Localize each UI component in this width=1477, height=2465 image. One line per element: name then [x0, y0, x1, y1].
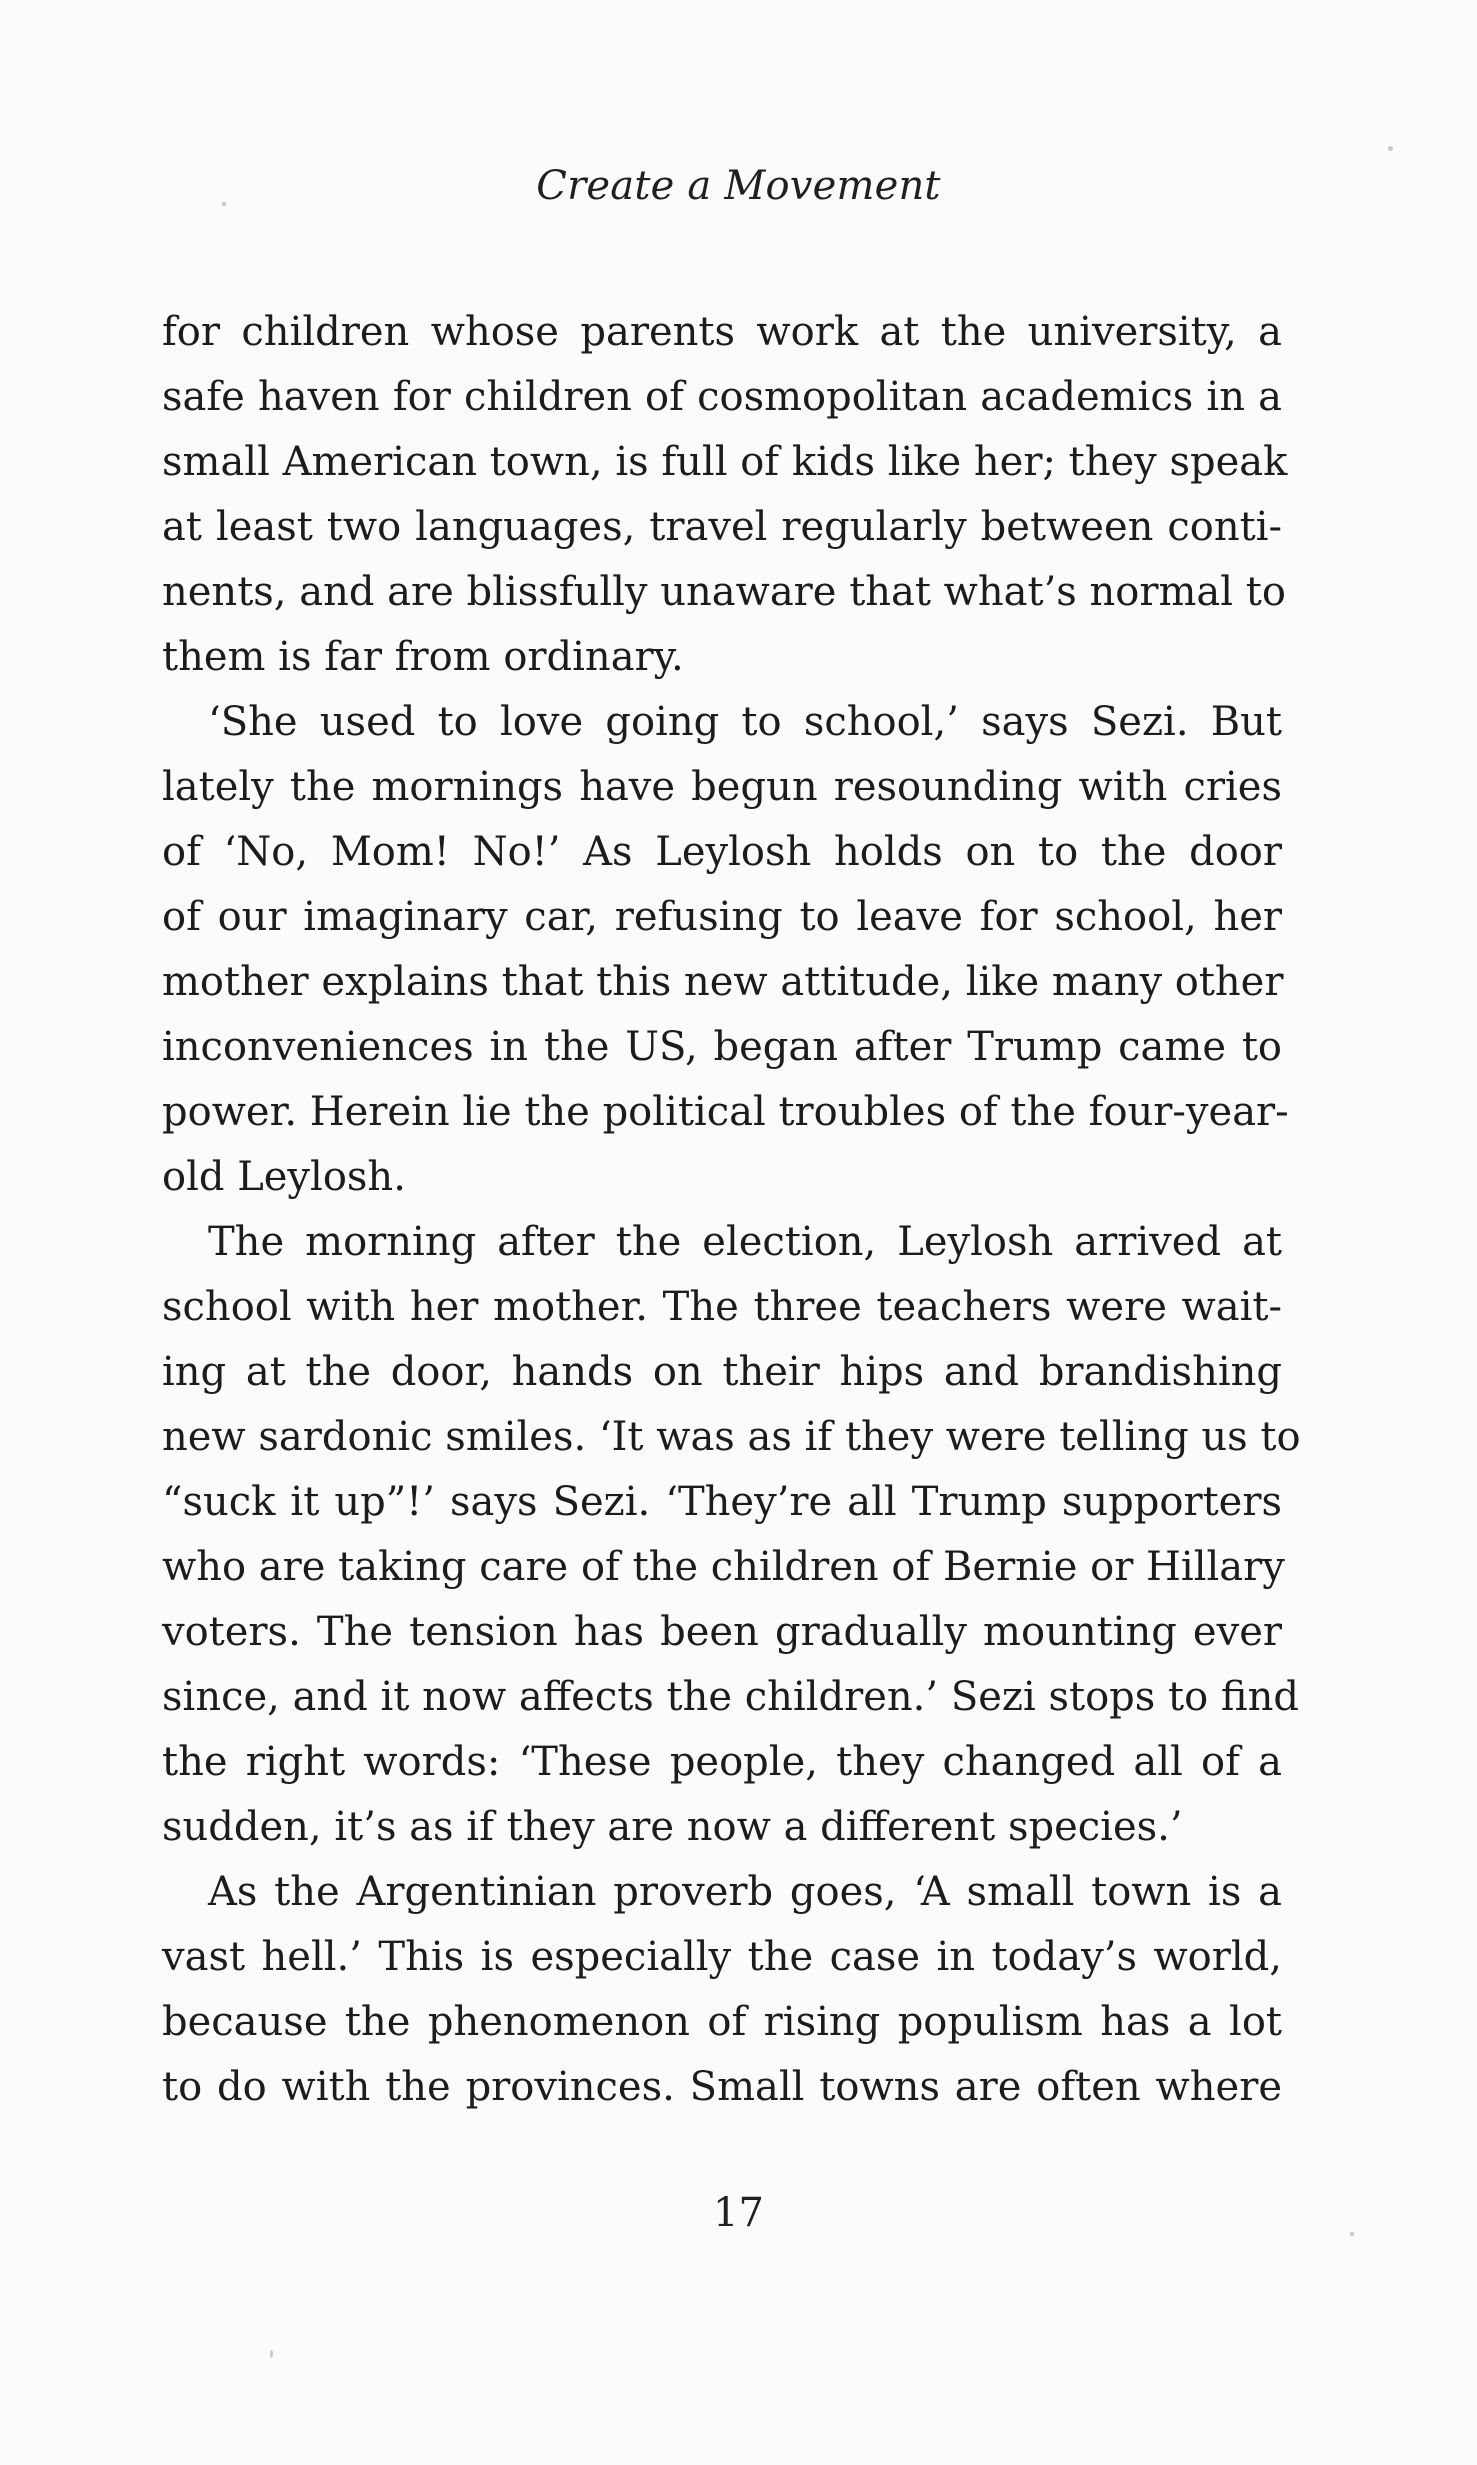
text-line: for children whose parents work at the university, a: [162, 309, 1282, 355]
text-line: “suck it up”!’ says Sezi. ‘They’re all Trump supporters: [162, 1479, 1282, 1525]
text-line: voters. The tension has been gradually mounting ever: [162, 1609, 1282, 1655]
text-line: ‘She used to love going to school,’ says Sezi. But: [208, 699, 1282, 745]
scan-speck: [270, 2350, 273, 2358]
scan-speck: [1388, 146, 1393, 151]
text-line: since, and it now affects the children.’ Sezi stops to find: [162, 1674, 1299, 1720]
text-line: safe haven for children of cosmopolitan academics in a: [162, 374, 1282, 420]
scan-speck: [222, 202, 226, 206]
text-line: vast hell.’ This is especially the case in today’s world,: [162, 1934, 1282, 1980]
text-line: sudden, it’s as if they are now a different species.’: [162, 1804, 1183, 1850]
body-text: [162, 300, 1301, 2120]
text-line: because the phenomenon of rising populism has a lot: [162, 1999, 1282, 2045]
text-line: The morning after the election, Leylosh arrived at: [208, 1219, 1282, 1265]
text-line: inconveniences in the US, began after Trump came to: [162, 1024, 1282, 1070]
text-line: power. Herein lie the political troubles of the four-year-: [162, 1089, 1289, 1135]
text-line: ing at the door, hands on their hips and brandishing: [162, 1349, 1282, 1395]
text-line: school with her mother. The three teachers were wait-: [162, 1284, 1282, 1330]
running-head: Create a Movement: [536, 163, 941, 209]
text-line: nents, and are blissfully unaware that what’s normal to: [162, 569, 1286, 615]
text-line: them is far from ordinary.: [162, 634, 684, 680]
text-line: at least two languages, travel regularly between conti-: [162, 504, 1282, 550]
text-line: of our imaginary car, refusing to leave for school, her: [162, 894, 1282, 940]
scan-speck: [1350, 2232, 1354, 2236]
text-line: who are taking care of the children of Bernie or Hillary: [162, 1544, 1285, 1590]
text-line: of ‘No, Mom! No!’ As Leylosh holds on to the door: [162, 829, 1282, 875]
text-line: to do with the provinces. Small towns are often where: [162, 2064, 1282, 2110]
text-line: the right words: ‘These people, they changed all of a: [162, 1739, 1282, 1785]
text-line: new sardonic smiles. ‘It was as if they were telling us to: [162, 1414, 1301, 1460]
text-line: As the Argentinian proverb goes, ‘A small town is a: [208, 1869, 1282, 1915]
text-line: small American town, is full of kids like her; they speak: [162, 439, 1288, 485]
text-line: lately the mornings have begun resounding with cries: [162, 764, 1282, 810]
text-line: mother explains that this new attitude, like many other: [162, 959, 1284, 1005]
text-line: old Leylosh.: [162, 1154, 406, 1200]
page-number: 17: [713, 2190, 764, 2236]
